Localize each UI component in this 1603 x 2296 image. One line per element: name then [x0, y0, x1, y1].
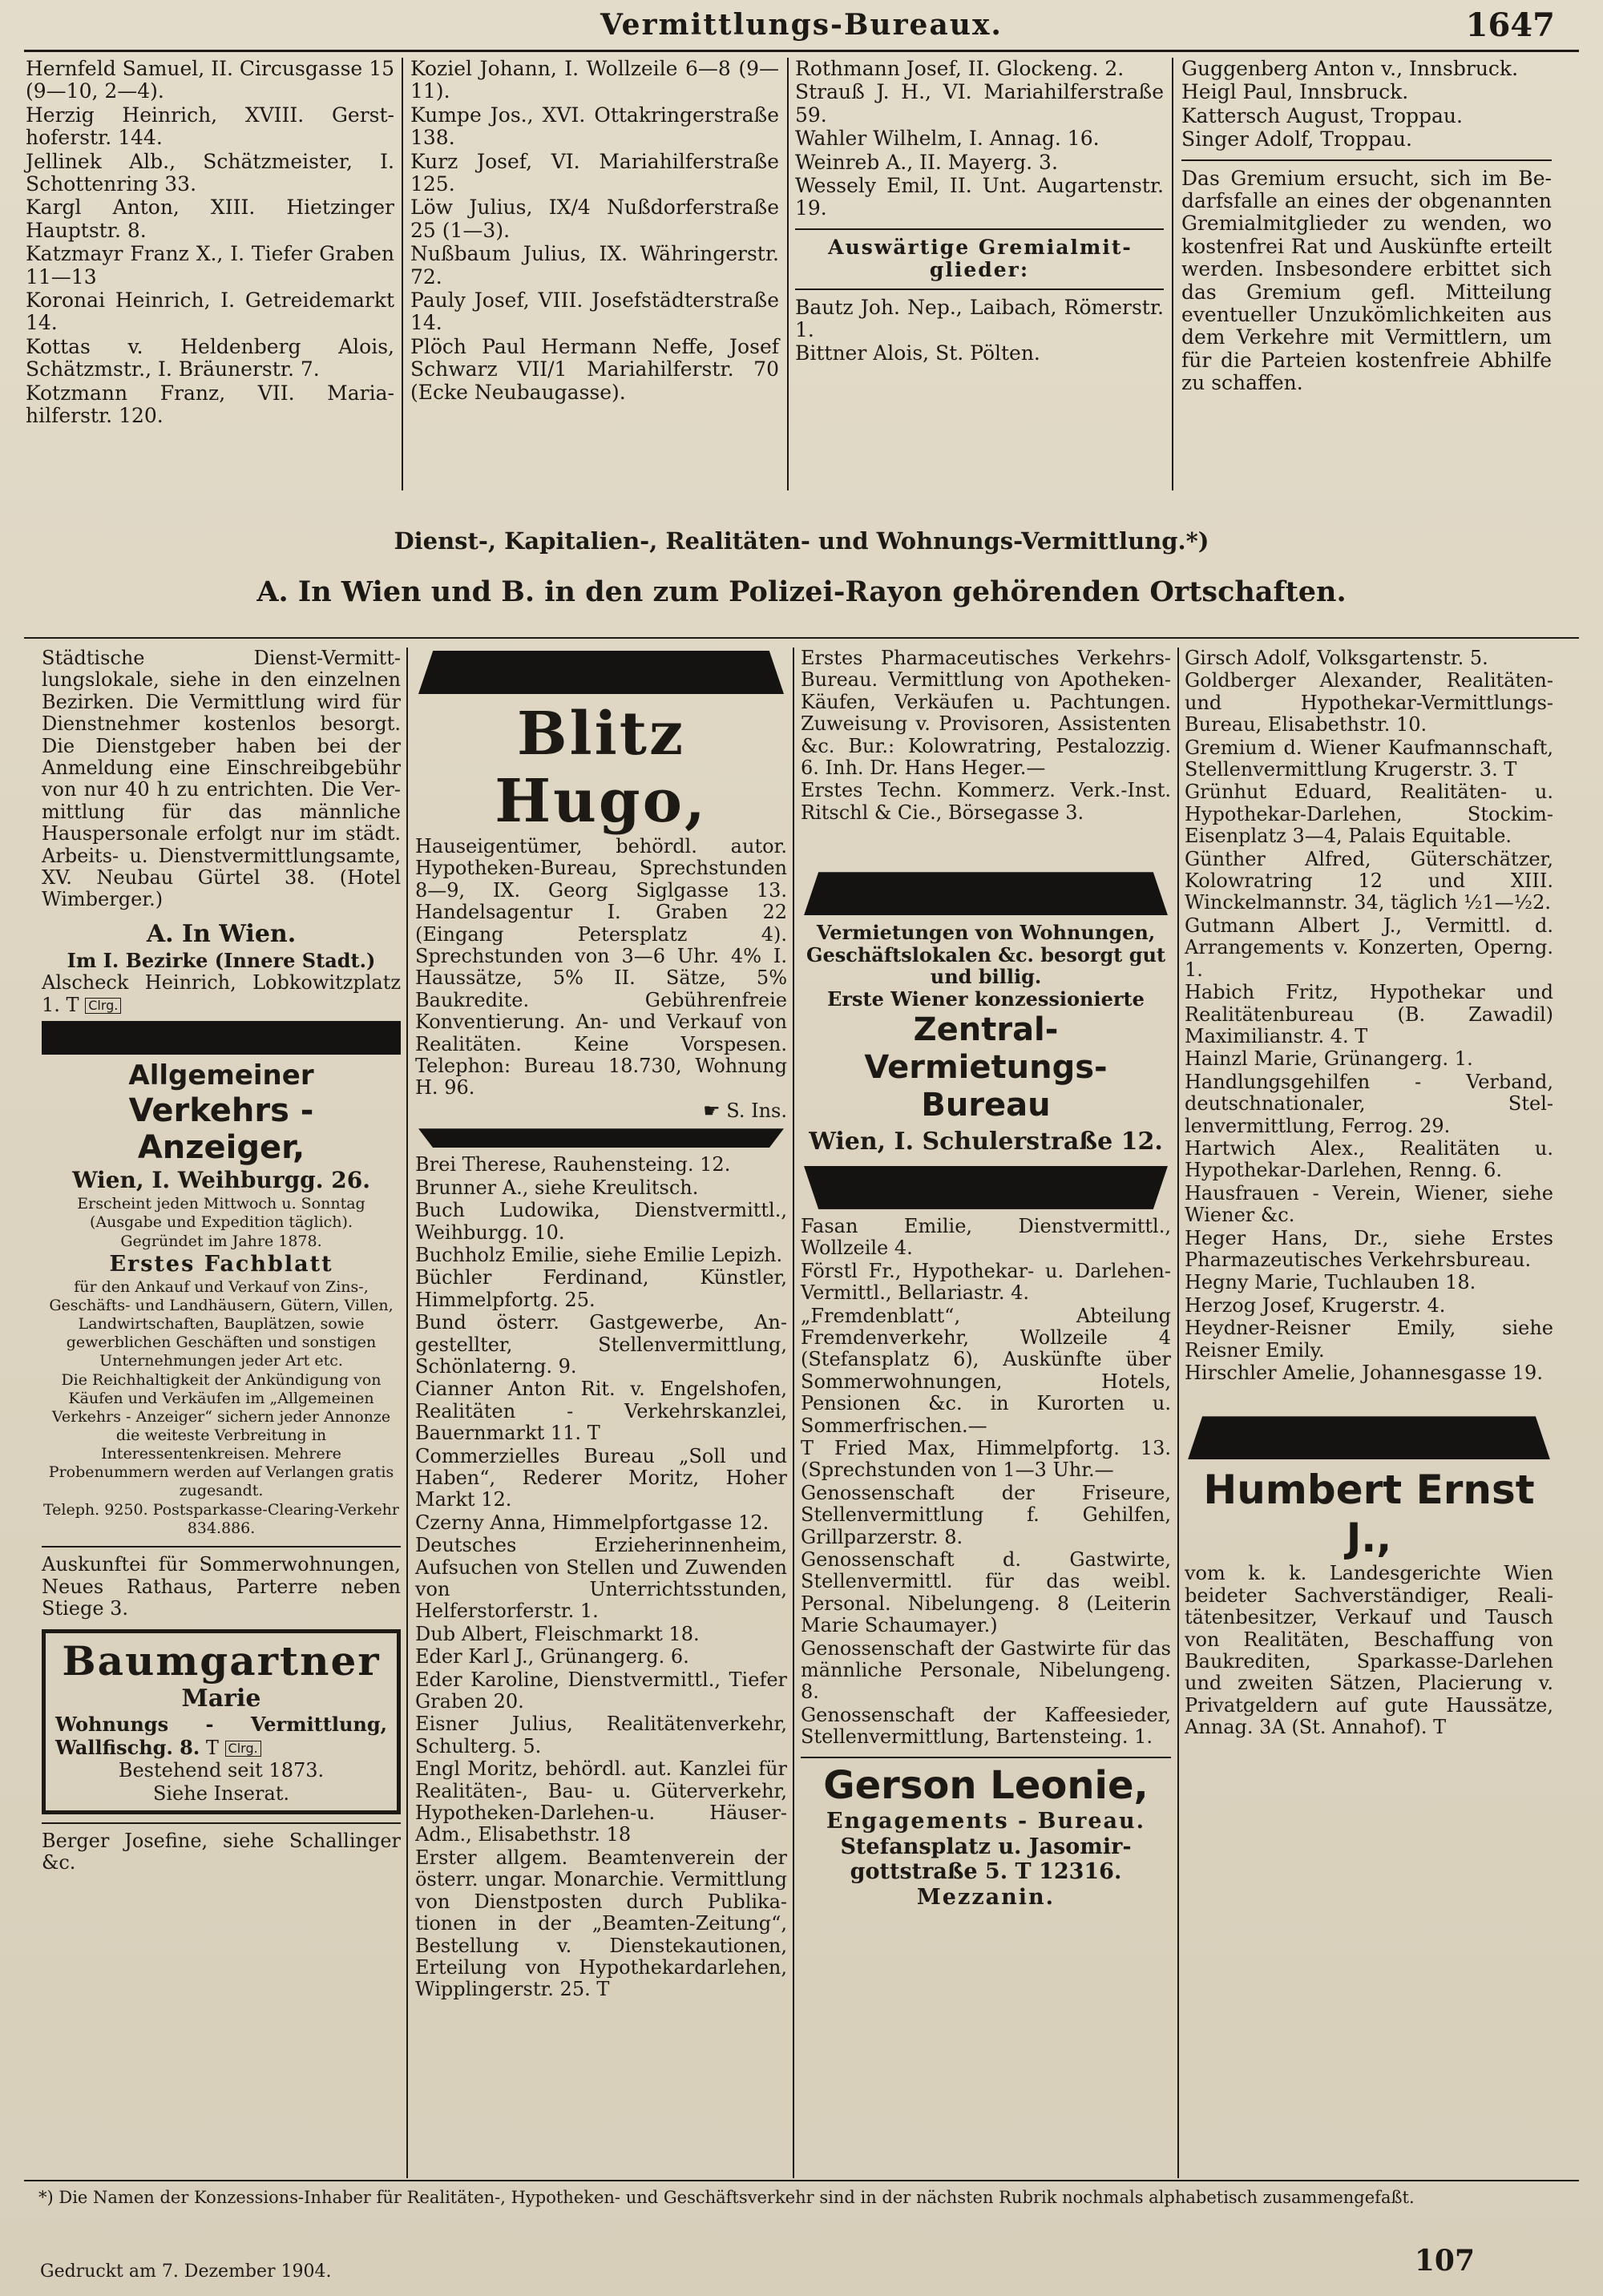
telephone-icon: T	[205, 1736, 219, 1759]
entry: Buchholz Emilie, siehe Emilie Lepizh.	[415, 1243, 783, 1266]
entry: Koziel Johann, I. Wollzeile 6—8 (9—11).	[410, 57, 779, 103]
ad-bar	[1188, 1416, 1550, 1459]
clearing-badge: Clrg.	[85, 998, 121, 1014]
entry: Förstl Fr., Hypothekar- u. Darlehen-Vermittl., Bellariastr. 4.	[801, 1259, 1171, 1305]
telephone-icon: T	[1015, 1858, 1032, 1884]
ad-bar	[804, 872, 1168, 915]
entry: Herzig Heinrich, XVIII. Gersthoferstr. 144.	[26, 103, 394, 150]
column-2	[415, 648, 787, 2002]
entry: Günther Alfred, Güterschätzer, Kolowratring 12 und XIII. Winckelmannstr. 34, täglich ½1—½2.	[1185, 847, 1553, 914]
entry: Hainzl Marie, Grünangerg. 1.	[1185, 1047, 1473, 1071]
entry: Erster allgem. Beamtenverein der österr. ungar. Monarchie. Vermittlung von Dienstposten durch Publikationen in der „Beamten-Zeitung“, Bestellung v. Dienstekautionen, Erteilung von Hypothekardarlehen, Wipplingerstr. 25. T	[415, 1846, 787, 2001]
entry: Kattersch August, Troppau.	[1181, 103, 1463, 127]
footer-rule	[24, 2180, 1579, 2181]
entry: Brei Therese, Rauhensteing. 12.	[415, 1153, 731, 1176]
entry: Czerny Anna, Himmelpfortgasse 12.	[415, 1511, 769, 1534]
header-rule	[24, 50, 1579, 52]
top-column-3	[795, 58, 1164, 366]
entry: Hausfrauen - Verein, Wiener, siehe Wiener &c.	[1185, 1181, 1553, 1227]
print-date: Gedruckt am 7. Dezember 1904.	[40, 2262, 332, 2282]
entry: Plöch Paul Hermann Neffe, Josef Schwarz VII/1 Mariahilferstr. 70 (Ecke Neubaugasse).	[410, 334, 779, 404]
gremium-note: Das Gremium ersucht, sich im Bedarfsfalle an eines der obgenannten Gremialmitglieder zu wenden, wo kostenfrei Rat und Auskünfte erteilt werden. Insbesondere erbittet sich das Gremium gefl. Mitteilung eventueller Unzukömlichkeiten aus dem Verkehre mit Vermittlern, um für die Parteien kostenfreie Abhilfe zu schaffen.	[1181, 166, 1552, 395]
entry: Gutmann Albert J., Vermittl. d. Arrangements v. Konzerten, Operng. 1.	[1185, 914, 1553, 981]
top-column-4	[1181, 58, 1552, 396]
heading-in-wien: A. In Wien.	[146, 919, 297, 948]
entry: Buch Ludowika, Dienstvermittl., Weihburgg. 10.	[415, 1199, 787, 1244]
entry-erstes-techn: Erstes Techn. Kommerz. Verk.-Inst. Ritschl & Cie., Börsegasse 3.	[801, 779, 1171, 824]
entry: Katzmayr Franz X., I. Tiefer Graben 11—13	[26, 242, 394, 289]
section-rule	[24, 637, 1579, 639]
entry: Heger Hans, Dr., siehe Erstes Pharmazeutisches Verkehrsbureau.	[1185, 1226, 1553, 1271]
entry: Genossenschaft der Gastwirte für das männliche Personale, Nibelungeng. 8.	[801, 1636, 1171, 1704]
telephone-icon: T	[1433, 1716, 1447, 1739]
header-page-number: 1647	[1465, 6, 1555, 44]
ad-allgemeiner-verkehrs-anzeiger: Allgemeiner Verkehrs - Anzeiger, Wien, I. Weihburgg. 26. Erscheint jeden Mittwoch u. Sonntag (Ausgabe und Expedition täglich). Gegründet im Jahre 1878. Erstes Fachblatt für den Ankauf und Verkauf von Zins-, Geschäfts- und Landhäusern, Gütern, Villen, Landwirtschaften, Bauplätzen, sowie gewerblichen Geschäften und sonstigen Unternehmungen jeder Art etc. Die Reichhaltigkeit der Ankündigung von Käufen und Verkäufen im „Allgemeinen Verkehrs - Anzeiger“ sichern jeder Annonze die weiteste Verbreitung in Interessentenkreisen. Mehrere Probenummern werden auf Verlangen gratis zugesandt. Teleph. 9250. Postsparkasse-Clearing-Verkehr 834.886.	[42, 1059, 399, 1538]
top-column-2	[410, 58, 779, 405]
section-subheading: A. In Wien und B. in den zum Polizei-Rayon gehörenden Ortschaften.	[256, 575, 1347, 608]
clearing-badge: Clrg.	[225, 1741, 261, 1757]
section-heading: Auswärtige Gremialmitglieder:	[828, 235, 1131, 282]
entry: Hernfeld Samuel, II. Circusgasse 15 (9—10, 2—4).	[26, 57, 394, 103]
entry: Wahler Wilhelm, I. Annag. 16.	[795, 127, 1100, 151]
entry: Genossenschaft der Kaffeesieder, Stellenvermittlung, Bartensteing. 1.	[801, 1703, 1171, 1749]
entry: Gremium d. Wiener Kaufmannschaft, Stellenvermittlung Krugerstr. 3. T	[1185, 736, 1553, 781]
entry: Bautz Joh. Nep., Laibach, Römerstr. 1.	[795, 295, 1164, 342]
entry: Kottas v. Heldenberg Alois, Schätzmstr., I. Bräunerstr. 7.	[26, 334, 394, 381]
entry: Kotzmann Franz, VII. Mariahilferstr. 120.	[26, 381, 394, 428]
entry: Koronai Heinrich, I. Getreidemarkt 14.	[26, 289, 394, 335]
entry: Herzog Josef, Krugerstr. 4.	[1185, 1293, 1446, 1317]
entry: Habich Fritz, Hypothekar und Realitätenbureau (B. Zawadil) Maximilianstr. 4. T	[1185, 981, 1553, 1047]
entry: Kurz Josef, VI. Mariahilferstraße 125.	[410, 149, 779, 196]
entry: Eder Karoline, Dienstvermittl., Tiefer Graben 20.	[415, 1668, 787, 1713]
divider	[42, 1546, 401, 1547]
column-divider	[402, 58, 403, 490]
ad-bar	[42, 1021, 401, 1055]
column-4	[1185, 648, 1553, 1740]
entry: Fasan Emilie, Dienstvermittl., Wollzeile 4.	[801, 1214, 1171, 1260]
entry: Engl Moritz, behördl. aut. Kanzlei für Realitäten-, Bau- u. Güterverkehr, Hypotheken-Darlehen-u. Häuser-Adm., Elisabethstr. 18	[415, 1757, 787, 1846]
entry: Büchler Ferdinand, Künstler, Himmelpfortg. 25.	[415, 1266, 787, 1311]
top-column-1	[26, 58, 394, 429]
entry-berger: Berger Josefine, siehe Schallinger &c.	[42, 1829, 401, 1874]
ad-gerson-leonie: Gerson Leonie, Engagements - Bureau. Stefansplatz u. Jasomirgottstraße 5. T 12316. Mezzanin.	[823, 1762, 1149, 1910]
divider	[42, 1822, 401, 1824]
telephone-icon: T	[596, 1978, 610, 2001]
entry: T Fried Max, Himmelpfortg. 13. (Sprechstunden von 1—3 Uhr.—	[801, 1436, 1171, 1482]
entry: Jellinek Alb., Schätzmeister, I. Schottenring 33.	[26, 149, 394, 196]
entry: Nußbaum Julius, IX. Währingerstr. 72.	[410, 242, 779, 289]
entry: Goldberger Alexander, Realitäten- und Hypothekar-Vermittlungs-Bureau, Elisabethstr. 10.	[1185, 669, 1553, 736]
entry: Pauly Josef, VIII. Josefstädterstraße 14.	[410, 289, 779, 335]
entry: Singer Adolf, Troppau.	[1181, 127, 1412, 151]
ad-bar	[418, 651, 784, 694]
column-3	[801, 648, 1171, 1911]
ad-bar	[804, 1166, 1168, 1209]
entry: Eder Karl J., Grünangerg. 6.	[415, 1645, 689, 1669]
hand-pointer-icon: ☛	[703, 1099, 727, 1122]
entry: Kumpe Jos., XVI. Ottakringerstraße 138.	[410, 103, 779, 150]
ad-blitz-hugo: Blitz Hugo, Hauseigentümer, behördl. autor. Hypotheken-Bureau, Sprechstunden 8—9, IX. Georg Siglgasse 13. Handelsagentur I. Graben 22 (Eingang Petersplatz 4). Sprechstunden von 3—6 Uhr. 4% I. Haussätze, 5% II. Sätze, 5% Baukredite. Gebührenfreie Konventierung. An- und Verkauf von Realitäten. Keine Vorspesen. Telephon: Bureau 18.730, Wohnung H. 96. ☛ S. Ins.	[415, 700, 787, 1122]
entry: Girsch Adolf, Volksgartenstr. 5.	[1185, 647, 1488, 669]
entry: Strauß J. H., VI. Mariahilferstraße 59.	[795, 80, 1164, 127]
divider	[795, 289, 1164, 290]
telephone-icon: T	[66, 993, 79, 1016]
entry-alscheck: Alscheck Heinrich, Lobkowitzplatz 1. T Clrg.	[42, 971, 401, 1016]
entry: Rothmann Josef, II. Glockeng. 2.	[795, 57, 1125, 80]
entry: Brunner A., siehe Kreulitsch.	[415, 1176, 699, 1199]
entry: Heydner-Reisner Emily, siehe Reisner Emily.	[1185, 1317, 1553, 1362]
ad-baumgartner: Baumgartner Marie Wohnungs - Vermittlung, Wallfischg. 8. T Clrg. Bestehend seit 1873. Siehe Inserat.	[42, 1629, 401, 1814]
telephone-icon: T	[1355, 1024, 1368, 1047]
entry: Heigl Paul, Innsbruck.	[1181, 80, 1409, 104]
entry: Handlungsgehilfen - Verband, deutschnationaler, Stellenvermittlung, Ferrog. 29.	[1185, 1070, 1553, 1137]
section-heading: Dienst-, Kapitalien-, Realitäten- und Wohnungs-Vermittlung.*)	[394, 527, 1209, 555]
entry: Kargl Anton, XIII. Hietzinger Hauptstr. 8.	[26, 196, 394, 242]
ad-bar	[418, 1128, 784, 1148]
entry: Guggenberg Anton v., Innsbruck.	[1181, 57, 1519, 80]
entry: Löw Julius, IX/4 Nußdorferstraße 25 (1—3).	[410, 196, 779, 242]
entry: Hegny Marie, Tuchlauben 18.	[1185, 1271, 1476, 1294]
entry-auskunftei: Auskunftei für Sommerwohnungen, Neues Rathaus, Parterre neben Stiege 3.	[42, 1553, 401, 1620]
divider	[795, 228, 1164, 230]
entry: Eisner Julius, Realitätenverkehr, Schulterg. 5.	[415, 1713, 787, 1757]
entry: Grünhut Eduard, Realitäten- u. Hypothekar-Darlehen, Stockim-Eisenplatz 3—4, Palais Equitable.	[1185, 781, 1553, 848]
entry: Genossenschaft der Friseure, Stellenvermittlung f. Gehilfen, Grillparzerstr. 8.	[801, 1481, 1171, 1548]
column-divider	[1172, 58, 1173, 490]
footer-page-number: 107	[1414, 2244, 1475, 2278]
column-divider	[406, 648, 408, 2178]
entry: Wessely Emil, II. Unt. Augartenstr. 19.	[795, 174, 1164, 220]
divider	[801, 1757, 1171, 1758]
divider	[1181, 159, 1552, 161]
column-1	[42, 648, 401, 1875]
heading-bezirk: Im I. Bezirke (Innere Stadt.)	[67, 948, 376, 972]
staedtische-intro: Städtische Dienst-Vermittlungslokale, siehe in den einzelnen Bezirken. Die Vermittlung wird für Dienstnehmer kostenlos besorgt. Die Dienstgeber haben bei der Anmeldung eine Einschreibgebühr von nur 40 h zu entrichten. Die Vermittlung für das männliche Hauspersonale erfolgt nur im städt. Arbeits- u. Dienstvermittlungsamte, XV. Neubau Gürtel 38. (Hotel Wimberger.)	[42, 647, 401, 911]
entry: Weinreb A., II. Mayerg. 3.	[795, 150, 1058, 174]
entry: Deutsches Erzieherinnenheim, Aufsuchen von Stellen und Zuwenden von Unterrichtsstunden, Helferstorferstr. 1.	[415, 1534, 787, 1623]
entry-erstes-pharmaceutisches: Erstes Pharmaceutisches Verkehrs-Bureau. Vermittlung von Apotheken-Käufen, Verkäufen u. Pachtungen. Zuweisung v. Provisoren, Assistenten &c. Bur.: Kolowratring, Pestalozzig. 6. Inh. Dr. Hans Heger.—	[801, 647, 1171, 780]
entry: Dub Albert, Fleischmarkt 18.	[415, 1622, 700, 1645]
entry: Bittner Alois, St. Pölten.	[795, 341, 1040, 365]
telephone-icon: T	[801, 1436, 814, 1459]
entry: Genossenschaft d. Gastwirte, Stellenvermittl. für das weibl. Personal. Nibelungeng. 8 (Leiterin Marie Schaumayer.)	[801, 1547, 1171, 1637]
column-divider	[1177, 648, 1179, 2178]
entry: Hirschler Amelie, Johannesgasse 19.	[1185, 1362, 1543, 1384]
telephone-icon: T	[587, 1422, 600, 1445]
column-divider	[787, 58, 789, 490]
entry: Hartwich Alex., Realitäten u. Hypothekar-Darlehen, Renng. 6.	[1185, 1136, 1553, 1182]
entry: „Fremdenblatt“, Abteilung Fremdenverkehr, Wollzeile 4 (Stefansplatz 6), Auskünfte über Sommerwohnungen, Hotels, Pensionen &c. in Kurorten u. Sommerfrischen.—	[801, 1304, 1171, 1437]
ad-humbert-ernst: Humbert Ernst J., vom k. k. Landesgerichte Wien beideter Sachverständiger, Realitätenbesitzer, Verkauf und Tausch von Realitäten, Beschaffung von Baukrediten, Sparkasse-Darlehen und zweiten Sätzen, Placierung v. Privatgeldern auf gute Haussätze, Annag. 3A (St. Annahof). T	[1185, 1467, 1553, 1739]
entry: Cianner Anton Rit. v. Engelshofen, Realitäten - Verkehrskanzlei, Bauernmarkt 11. T	[415, 1378, 787, 1445]
telephone-icon: T	[1504, 758, 1517, 781]
column-divider	[793, 648, 794, 2178]
entry: Commerzielles Bureau „Soll und Haben“, Rederer Moritz, Hoher Markt 12.	[415, 1444, 787, 1511]
header-title: Vermittlungs-Bureaux.	[600, 8, 1003, 42]
footnote: *) Die Namen der Konzessions-Inhaber für Realitäten-, Hypotheken- und Geschäftsverkehr sind in der nächsten Rubrik nochmals alphabetisch zusammengefaßt.	[38, 2188, 1415, 2207]
entry: Bund österr. Gastgewerbe, Angestellter, Stellenvermittlung, Schönlaterng. 9.	[415, 1311, 787, 1378]
ad-zentral-vermietungs-bureau: Vermietungen von Wohnungen, Geschäftslokalen &c. besorgt gut und billig. Erste Wiener konzessionierte Zentral- Vermietungs- Bureau Wien, I. Schulerstraße 12.	[806, 921, 1166, 1156]
